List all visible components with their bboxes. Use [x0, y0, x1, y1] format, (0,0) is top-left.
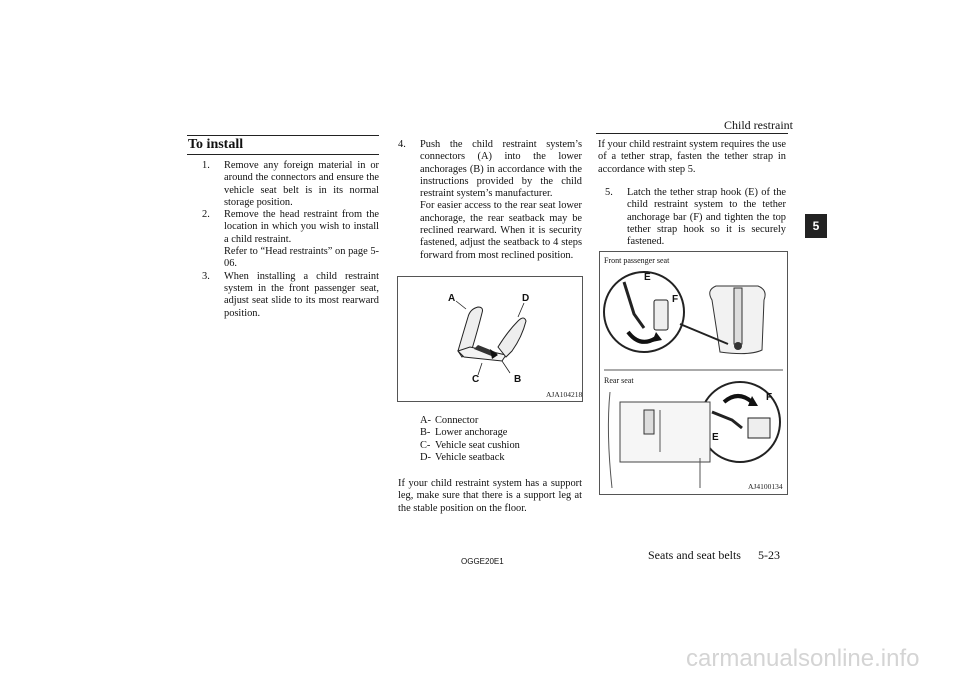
step-1 [202, 160, 379, 209]
step-2 [202, 209, 379, 270]
step-number: 5. [605, 187, 613, 198]
step-number: 3. [202, 270, 210, 282]
watermark: carmanualsonline.info [686, 645, 920, 672]
chapter-title: Child restraint [724, 118, 793, 132]
label-f-top: F [672, 294, 679, 305]
step-text: Remove any foreign material in or around the connectors and ensure the vehicle seat belt is in its normal storage position. [224, 160, 379, 208]
section-title: To install [188, 137, 244, 152]
steps-col2 [398, 139, 582, 262]
step-text: Remove the head restraint from the location in which you wish to install a child restraint. [224, 209, 379, 245]
step-note: For easier access to the rear seat lower anchorage, the rear seatback may be reclined rearward. When it is security fastened, adjust the seatback to 4 steps forward from most reclined position. [420, 200, 582, 261]
doc-code: OGGE20E1 [461, 557, 504, 566]
tether-intro: If your child restraint system requires the use of a tether strap, fasten the tether strap in accordance with step 5. [598, 139, 786, 175]
step-5 [605, 187, 786, 248]
footer-section-name: Seats and seat belts [648, 548, 741, 562]
figure-tether [599, 251, 788, 495]
figure-code: AJA104218 [546, 390, 583, 399]
figure-caption-rear: Rear seat [604, 376, 634, 385]
section-under-rule [187, 154, 379, 155]
label-c: C [472, 374, 480, 385]
label-b: B [514, 374, 522, 385]
seat-illustration [398, 277, 582, 401]
step-reference: Refer to “Head restraints” on page 5-06. [224, 246, 379, 270]
steps-col1 [202, 160, 379, 320]
header-rule [596, 133, 788, 134]
figure-code: AJ4100134 [748, 482, 783, 491]
step-number: 1. [202, 160, 210, 171]
label-a: A [448, 293, 456, 304]
step-number: 2. [202, 209, 210, 221]
legend-item: A- Connector [420, 415, 479, 426]
label-f-bottom: F [766, 392, 773, 403]
page-number: 5-23 [758, 548, 780, 562]
label-e-top: E [644, 272, 651, 283]
step-text: Push the child restraint system’s connectors (A) into the lower anchorages (B) in accordance with the instructions provided by the child restraint system’s manufacturer. [420, 139, 582, 200]
support-leg-note: If your child restraint system has a support leg, make sure that there is a support leg at the stable position on the floor. [398, 478, 582, 514]
step-text: Latch the tether strap hook (E) of the child restraint system to the tether anchorage bar (F) and tighten the top tether strap hook so it is securely fastened. [627, 187, 786, 248]
step-3 [202, 271, 379, 320]
figure-caption-front: Front passenger seat [604, 256, 670, 265]
figure-lower-anchorage [397, 276, 583, 402]
figure1-legend [420, 415, 520, 464]
step-4 [398, 139, 582, 262]
section-top-rule [187, 135, 379, 136]
chapter-tab: 5 [805, 214, 827, 238]
step-number: 4. [398, 139, 406, 150]
steps-col3 [605, 187, 786, 248]
label-e-bottom: E [712, 432, 719, 443]
legend-item: D- Vehicle seatback [420, 451, 505, 463]
step-text: When installing a child restraint system in the front passenger seat, adjust seat slide to its most rearward position. [224, 270, 379, 319]
legend-item: C- Vehicle seat cushion [420, 439, 520, 451]
legend-item: B- Lower anchorage [420, 427, 508, 439]
label-d: D [522, 293, 530, 304]
tether-illustration [600, 252, 787, 494]
